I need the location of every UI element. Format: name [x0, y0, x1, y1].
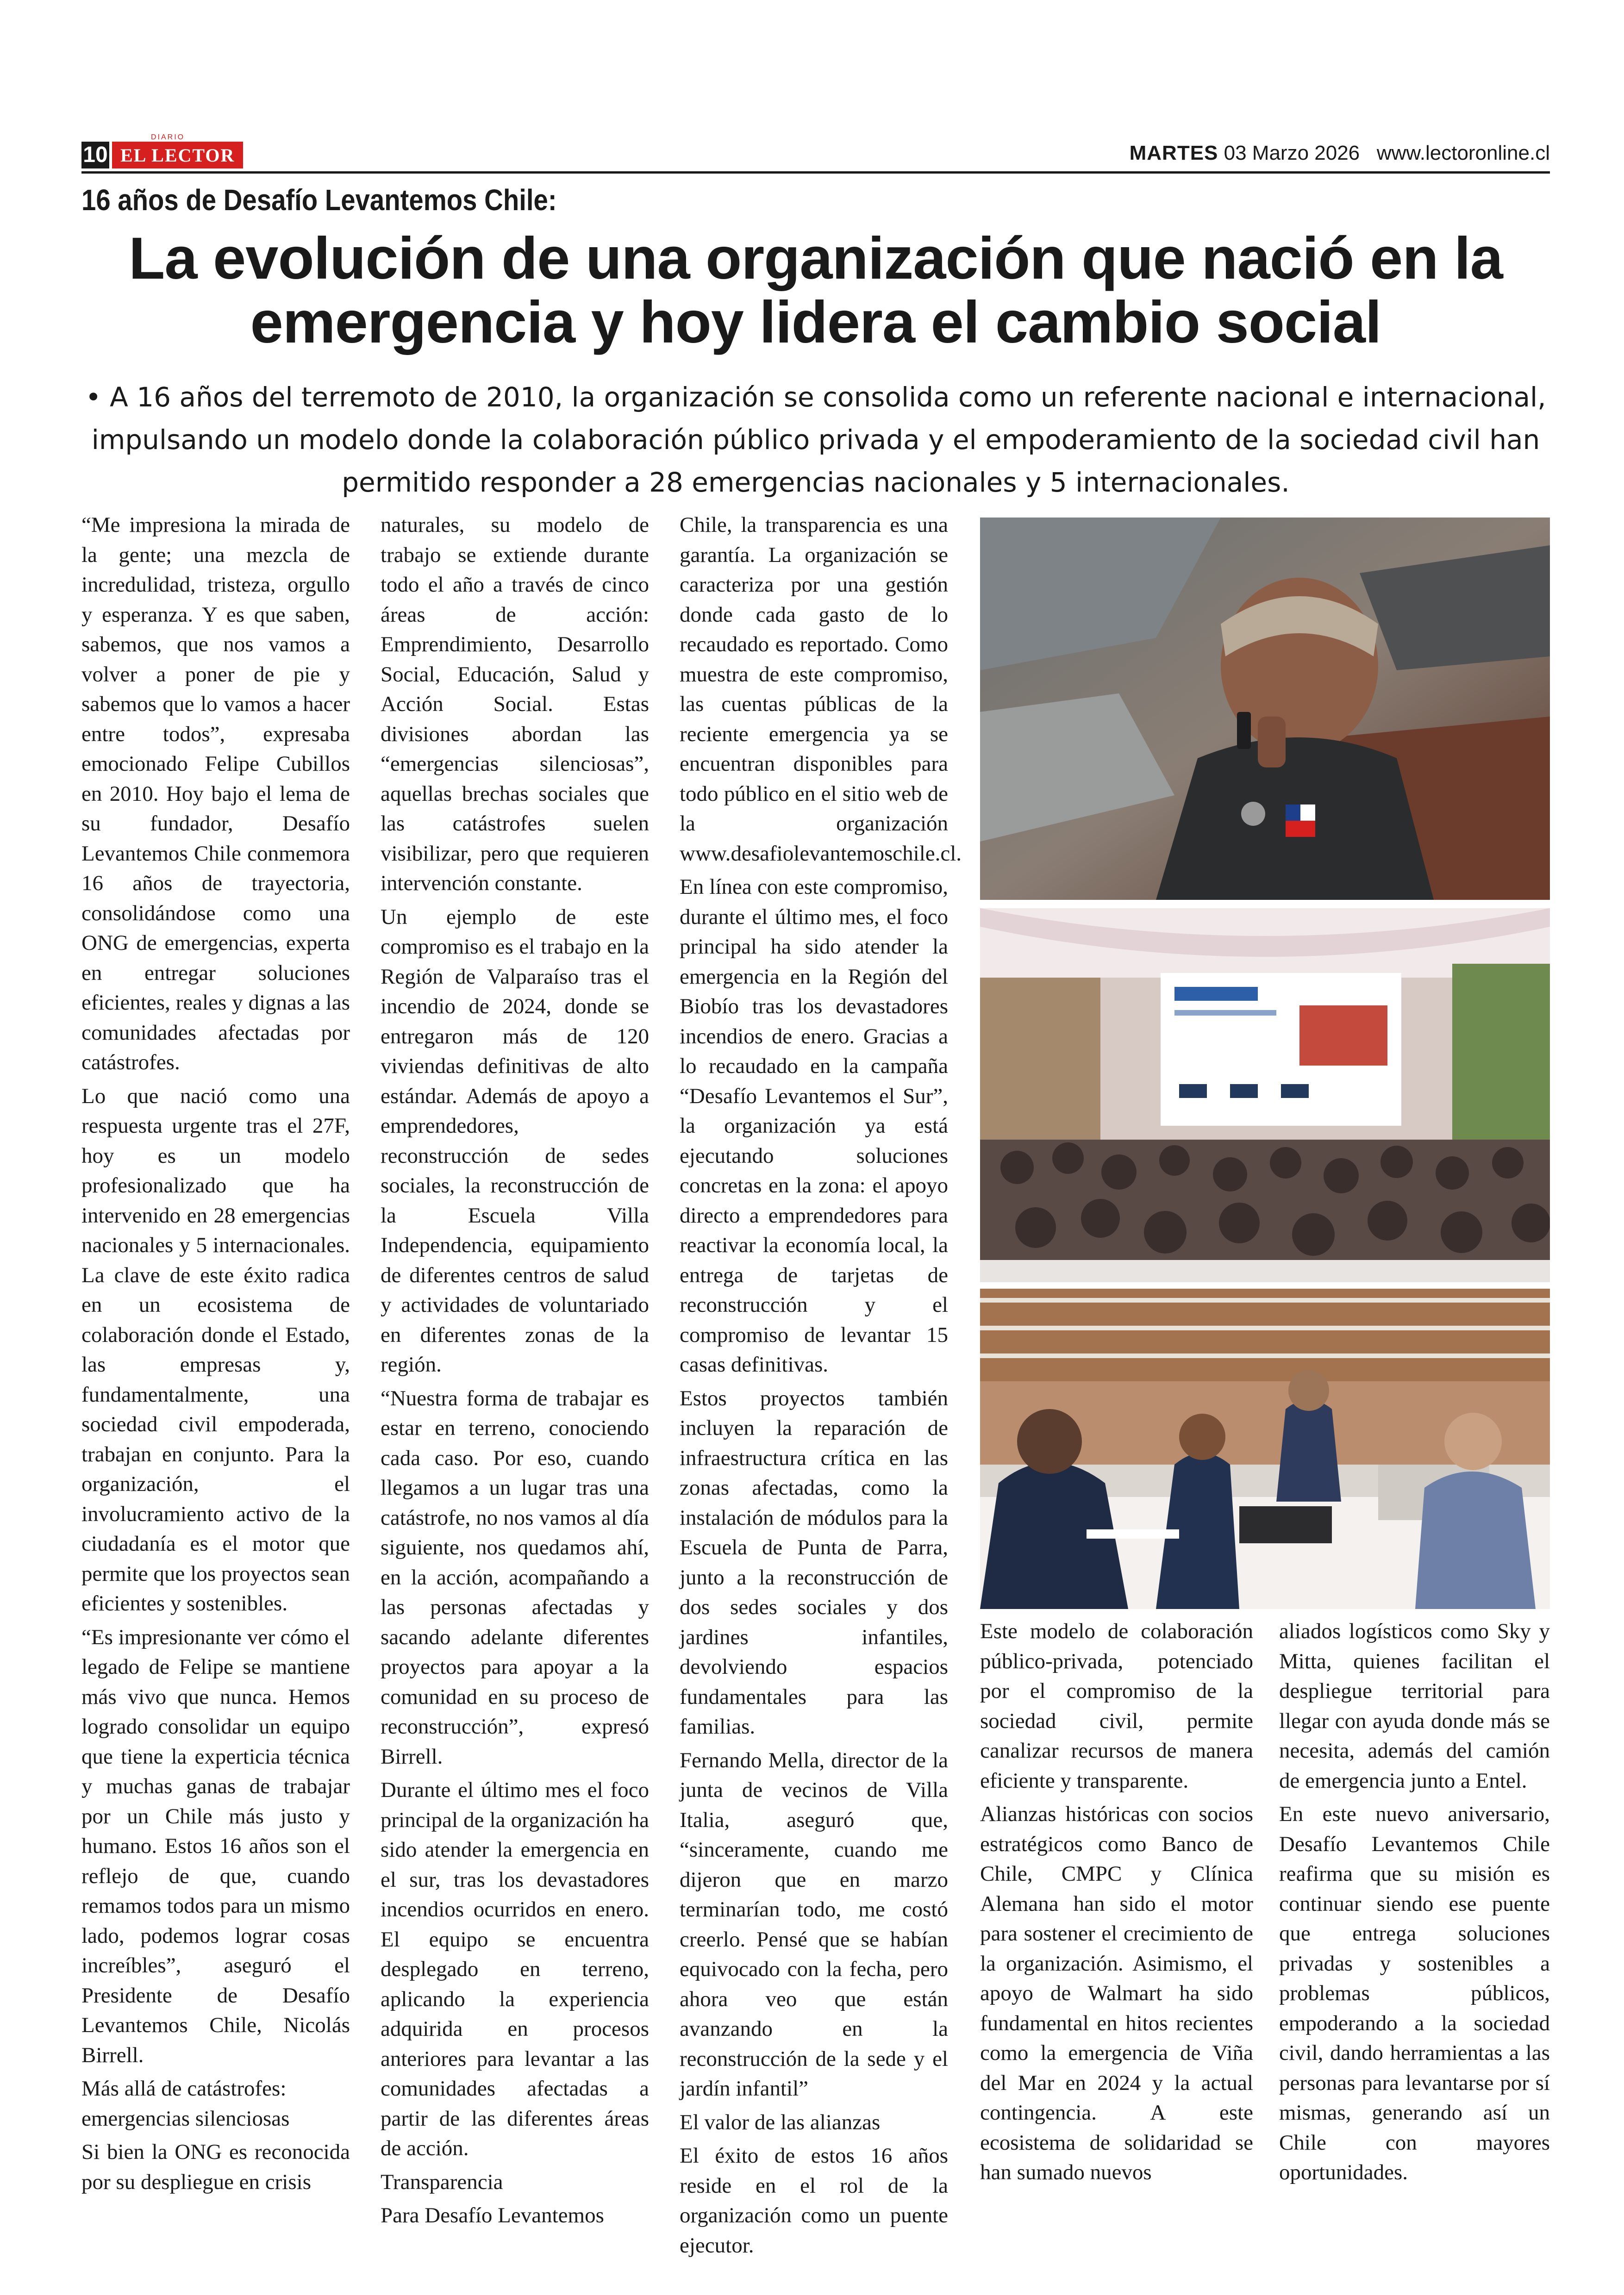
- paragraph: Alianzas históricas con socios estratégicos como Banco de Chile, CMPC y Clínica Alemana han sido el motor para sostener el crecimiento de la organización. Asimismo, el apoyo de Walmart ha sido fundamental en hitos recientes como la emergencia de Viña del Mar en 2024 y la actual contingencia. A este ecosistema de solidaridad se han sumado nuevos: [980, 1802, 1253, 2184]
- paragraph: En este nuevo aniversario, Desafío Levantemos Chile reafirma que su misión es continuar siendo ese puente que entrega soluciones privadas y sostenibles a problemas públicos, empoderando a la sociedad civil, dando herramientas a las personas para levantarse por sí mismas, generando así un Chile con mayores oportunidades.: [1279, 1802, 1550, 2184]
- paragraph: “Nuestra forma de trabajar es estar en terreno, conociendo cada caso. Por eso, cuando llegamos a un lugar tras una catástrofe, no nos vamos al día siguiente, nos quedamos ahí, en la acción, acompañando a las personas afectadas y sacando adelante diferentes proyectos para apoyar a la comunidad en su proceso de reconstrucción”, expresó Birrell.: [381, 1386, 649, 1769]
- paragraph: “Me impresiona la mirada de la gente; una mezcla de incredulidad, tristeza, orgullo y esperanza. Y es que saben, sabemos, que nos vamos a volver a poner de pie y sabemos que lo vamos a hacer entre todos”, expresaba emocionado Felipe Cubillos en 2010. Hoy bajo el lema de su fundador, Desafío Levantemos Chile conmemora 16 años de trayectoria, consolidándose como una ONG de emergencias, experta en entregar soluciones eficientes, reales y dignas a las comunidades afectadas por catástrofes.: [81, 513, 350, 1074]
- section-subtitle: Transparencia: [381, 2170, 503, 2194]
- masthead: [81, 133, 1550, 171]
- logo-small-text: DIARIO: [151, 133, 185, 141]
- paragraph: Estos proyectos también incluyen la reparación de infraestructura crítica en las zonas afectadas, como la instalación de módulos para la Escuela de Punta de Parra, junto a la reconstrucción de dos sedes sociales y dos jardines infantiles, devolviendo espacios fundamentales para las familias.: [680, 1386, 948, 1739]
- paragraph: En línea con este compromiso, durante el último mes, el foco principal ha sido atender la emergencia en la Región del Biobío tras los devastadores incendios de enero. Gracias a lo recaudado en la campaña “Desafío Levantemos el Sur”, la organización ya está ejecutando soluciones concretas en la zona: el apoyo directo a emprendedores para reactivar la economía local, la entrega de tarjetas de reconstrucción y el compromiso de levantar 15 casas definitivas.: [680, 875, 948, 1377]
- weekday: MARTES: [1129, 142, 1218, 164]
- headline-line-2: emergencia y hoy lidera el cambio social: [250, 289, 1381, 355]
- issue-date: 03 Marzo 2026: [1224, 142, 1360, 164]
- photo-man-on-phone: [980, 518, 1550, 900]
- newspaper-logo: EL LECTOR: [112, 142, 243, 168]
- paragraph: aliados logísticos como Sky y Mitta, quienes facilitan el despliegue territorial para llegar con ayuda donde más se necesita, además del camión de emergencia junto a Entel.: [1279, 1619, 1550, 1793]
- article-column-3: [680, 510, 962, 2264]
- subhead-line-2: impulsando un modelo donde la colaboración público privada y el empoderamiento de la sociedad civil han: [91, 424, 1540, 455]
- article-column-1: [81, 510, 350, 2201]
- paragraph: Un ejemplo de este compromiso es el trabajo en la Región de Valparaíso tras el incendio de 2024, donde se entregaron más de 120 viviendas definitivas de alto estándar. Además de apoyo a emprendedores, reconstrucción de sedes sociales, la reconstrucción de la Escuela Villa Independencia, equipamiento de diferentes centros de salud y actividades de voluntariado en diferentes zonas de la región.: [381, 904, 649, 1377]
- paragraph: Chile, la transparencia es una garantía. La organización se caracteriza por una gestión donde cada gasto de lo recaudado es reportado. Como muestra de este compromiso, las cuentas públicas de la reciente emergencia ya se encuentran disponibles para todo público en el sitio web de la organización www.desafiolevantemoschile.cl.: [680, 513, 962, 866]
- photo-event-audience: [980, 908, 1550, 1282]
- article-column-4: [980, 1616, 1253, 2191]
- headline-line-1: La evolución de una organización que nació en la: [129, 225, 1503, 292]
- paragraph: Para Desafío Levantemos: [381, 2203, 604, 2227]
- article-kicker: 16 años de Desafío Levantemos Chile:: [81, 183, 557, 217]
- paragraph: Fernando Mella, director de la junta de vecinos de Villa Italia, aseguró que, “sinceramente, cuando me dijeron que en marzo terminarían todo, me costó creerlo. Pensé que se habían equivocado con la fecha, pero ahora veo que están avanzando en la reconstrucción de la sede y el jardín infantil”: [680, 1748, 948, 2101]
- article-column-2: [381, 510, 649, 2234]
- section-subtitle: El valor de las alianzas: [680, 2110, 881, 2134]
- photo-volunteers-tables: [980, 1289, 1550, 1609]
- paragraph: El éxito de estos 16 años reside en el rol de la organización como un puente ejecutor.: [680, 2144, 948, 2258]
- paragraph: Lo que nació como una respuesta urgente tras el 27F, hoy es un modelo profesionalizado que ha intervenido en 28 emergencias nacionales y 5 internacionales. La clave de este éxito radica en un ecosistema de colaboración donde el Estado, las empresas y, fundamentalmente, una sociedad civil empoderada, trabajan en conjunto. Para la organización, el involucramiento activo de la ciudadanía es el motor que permite que los proyectos sean eficientes y sostenibles.: [81, 1084, 350, 1615]
- page-number: 10: [81, 142, 109, 168]
- website-link[interactable]: www.lectoronline.cl: [1376, 142, 1550, 164]
- paragraph: “Es impresionante ver cómo el legado de Felipe se mantiene más vivo que nunca. Hemos logrado consolidar un equipo que tiene la experticia técnica y muchas ganas de trabajar por un Chile más justo y humano. Estos 16 años son el reflejo de que, cuando remamos todos para un mismo lado, podemos lograr cosas increíbles”, aseguró el Presidente de Desafío Levantemos Chile, Nicolás Birrell.: [81, 1625, 350, 2067]
- section-subtitle: Más allá de catástrofes: emergencias silenciosas: [81, 2077, 290, 2131]
- paragraph: Durante el último mes el foco principal de la organización ha sido atender la emergencia en el sur, tras los devastadores incendios ocurridos en enero. El equipo se encuentra desplegado en terreno, aplicando la experiencia adquirida en procesos anteriores para levantar a las comunidades afectadas a partir de las diferentes áreas de acción.: [381, 1778, 649, 2160]
- subhead-line-1: • A 16 años del terremoto de 2010, la organización se consolida como un referente nacional e internacional,: [85, 381, 1546, 413]
- paragraph: Si bien la ONG es reconocida por su despliegue en crisis: [81, 2140, 350, 2194]
- article-headline: [81, 227, 1550, 355]
- paragraph: Este modelo de colaboración público-privada, potenciado por el compromiso de la sociedad civil, permite canalizar recursos de manera eficiente y transparente.: [980, 1619, 1253, 1793]
- article-column-5: [1279, 1616, 1550, 2191]
- paragraph: naturales, su modelo de trabajo se extiende durante todo el año a través de cinco áreas de acción: Emprendimiento, Desarrollo Social, Educación, Salud y Acción Social. Estas divisiones abordan las “emergencias silenciosas”, aquellas brechas sociales que las catástrofes suelen visibilizar, pero que requieren intervención constante.: [381, 513, 649, 895]
- article-subhead: [81, 376, 1550, 504]
- masthead-info: [1130, 142, 1550, 165]
- header-rule: [81, 171, 1550, 174]
- subhead-line-3: permitido responder a 28 emergencias nacionales y 5 internacionales.: [342, 467, 1290, 498]
